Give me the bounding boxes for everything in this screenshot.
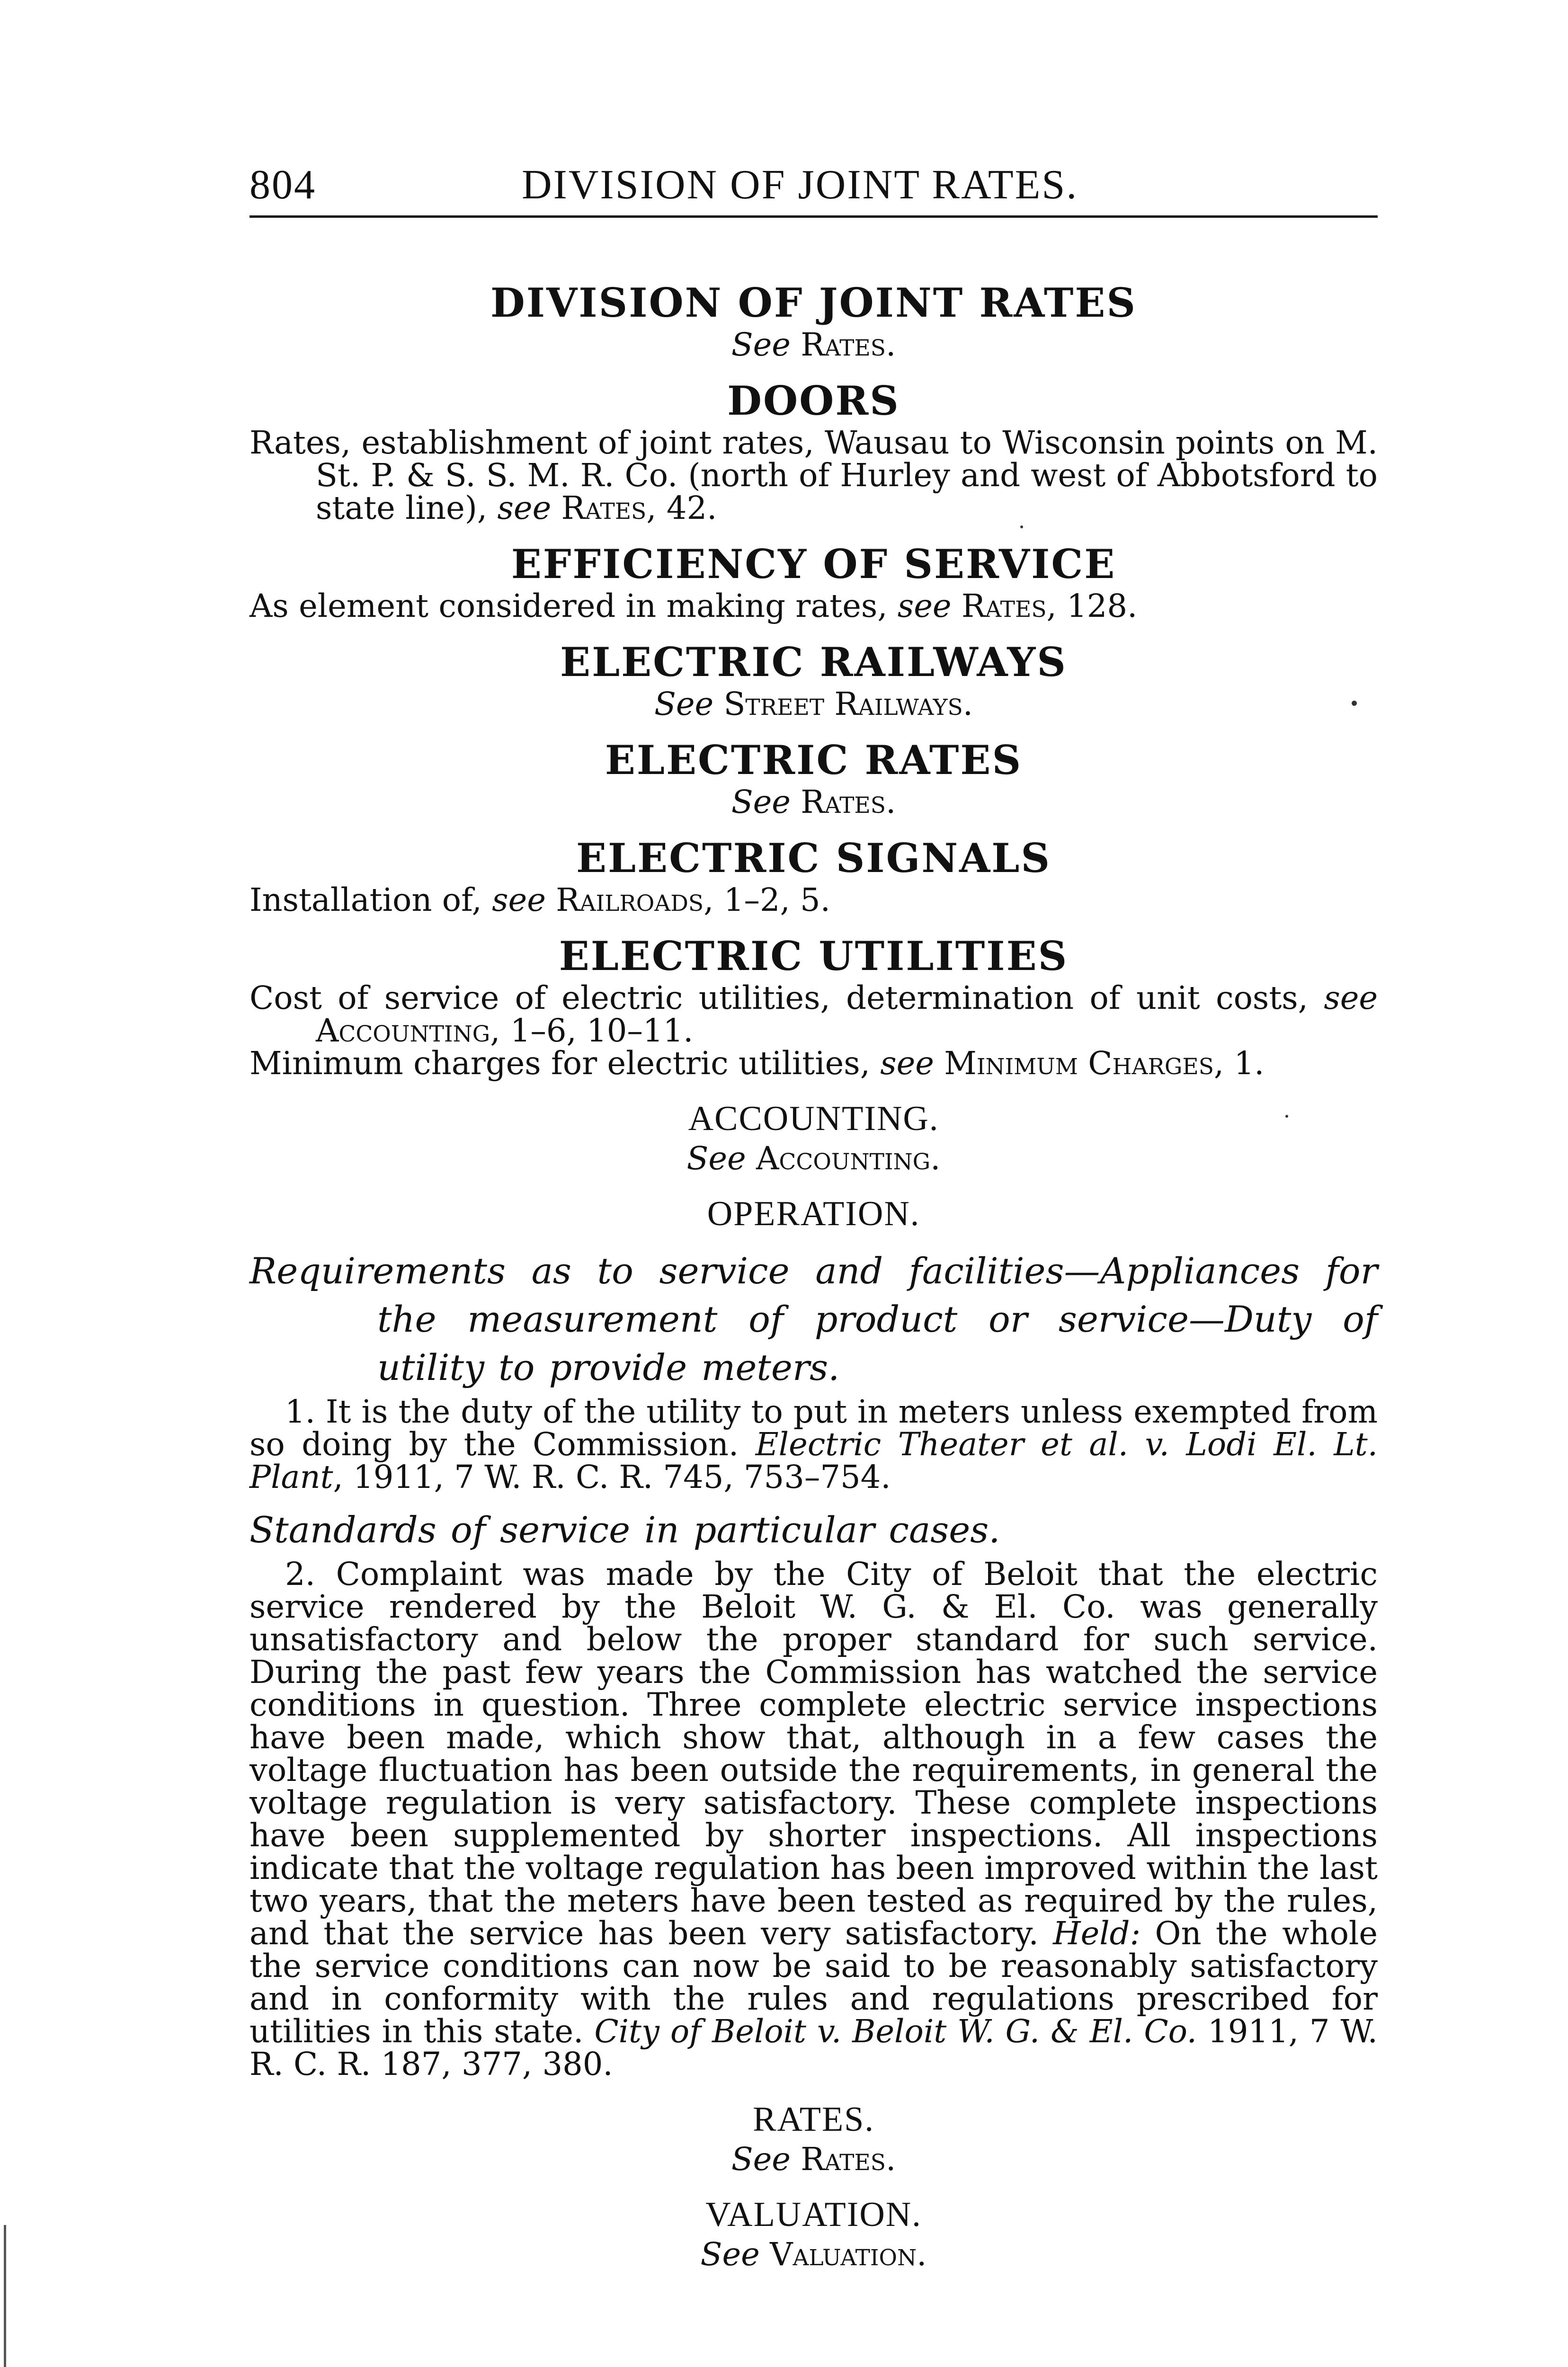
entry-text: As element considered in making rates, xyxy=(249,587,888,624)
heading-electric-railways: ELECTRIC RAILWAYS xyxy=(560,639,1067,685)
held-text: On the whole the service conditions can now be said to be reasonably satisfactory and in conformity with the rules and regulations prescribed for utilities in this state. xyxy=(249,1915,1378,2050)
see-word: See xyxy=(686,1140,746,1177)
entry-text: Minimum charges for electric utilities, xyxy=(249,1045,870,1082)
see-target: Minimum Charges xyxy=(944,1045,1214,1082)
index-content xyxy=(249,279,1378,2271)
see-target: Accounting. xyxy=(756,1140,941,1177)
subheading-accounting: ACCOUNTING. xyxy=(688,1099,939,1138)
index-entry xyxy=(249,1047,1378,1080)
see-word: see xyxy=(897,587,952,624)
paragraph-text: 2. Complaint was made by the City of Beloit that the electric service rendered by the Beloit W. G. & El. Co. was generally unsatisfactory and below the proper standard for such service. During the past few years the Commission has watched the service conditions in question. Three complete electric service inspections have been made, which show that, although in a few cases the voltage fluctuation has been outside the requirements, in general the voltage regulation is very satisfactory. These complete inspections have been supplemented by shorter inspections. All inspections indicate that the voltage regulation has been improved within the last two years, that the meters have been tested as required by the rules, and that the service has been very satisfactory. xyxy=(249,1556,1378,1952)
see-target: Rates xyxy=(561,489,647,526)
reference-number: , 1–2, 5. xyxy=(704,881,830,918)
reference-number: , 42. xyxy=(646,489,717,526)
scan-edge-left xyxy=(4,2225,6,2367)
topic-heading: Standards of service in particular cases. xyxy=(249,1509,1000,1551)
see-reference xyxy=(249,1142,1378,1175)
see-reference xyxy=(249,2238,1378,2271)
see-reference xyxy=(249,783,1378,820)
index-entry xyxy=(249,424,1378,526)
case-paragraph xyxy=(249,1558,1378,2081)
see-target: Rates. xyxy=(801,783,896,820)
scan-speck xyxy=(1020,525,1023,528)
index-entry xyxy=(249,979,1378,1049)
case-name: City of Beloit v. Beloit W. G. & El. Co. xyxy=(594,2013,1197,2050)
paragraph-text: 1. It is the duty of the utility to put in meters unless exempted from so doing by the Commission. xyxy=(249,1393,1378,1463)
see-target: Valuation. xyxy=(770,2236,927,2273)
reference-number: , 1–6, 10–11. xyxy=(490,1012,694,1049)
reference-number: , 128. xyxy=(1046,587,1138,624)
entry-text: Installation of, xyxy=(249,881,482,918)
case-name: Electric Theater et al. v. Lodi El. Lt. Plant xyxy=(249,1426,1378,1495)
reference-number: , 1. xyxy=(1213,1045,1265,1082)
heading-electric-rates: ELECTRIC RATES xyxy=(605,737,1023,783)
see-target: Rates xyxy=(961,587,1047,624)
see-reference xyxy=(249,326,1378,363)
held-label: Held: xyxy=(1053,1915,1141,1952)
index-entry xyxy=(249,881,1378,918)
entry-text: Cost of service of electric utilities, determination of unit costs, xyxy=(249,979,1308,1016)
heading-division-of-joint-rates: DIVISION OF JOINT RATES xyxy=(490,279,1137,326)
see-target: Railroads xyxy=(556,881,704,918)
see-reference xyxy=(249,685,1378,722)
see-word: See xyxy=(731,326,791,363)
see-word: see xyxy=(880,1045,934,1082)
citation: , 1911, 7 W. R. C. R. 745, 753–754. xyxy=(333,1459,891,1495)
entry-text: Rates, establishment of joint rates, Wausau to Wisconsin points on M. St. P. & S. S. M. R. Co. (north of Hurley and west of Abbotsford to state line), xyxy=(249,424,1378,526)
topic-heading: Requirements as to service and facilities—Appliances for the measurement of product or service—Duty of utility to provide meters. xyxy=(249,1250,1378,1388)
running-head-title: DIVISION OF JOINT RATES. xyxy=(522,162,1078,208)
subheading-rates: RATES. xyxy=(753,2100,874,2139)
citation: 1911, 7 W. R. C. R. 187, 377, 380. xyxy=(249,2013,1378,2082)
see-word: see xyxy=(1324,979,1378,1016)
case-paragraph xyxy=(249,1393,1378,1495)
index-entry xyxy=(249,587,1378,624)
see-reference xyxy=(249,2143,1378,2176)
see-word: See xyxy=(654,685,714,722)
heading-doors: DOORS xyxy=(727,377,900,424)
see-target: Accounting xyxy=(316,1012,490,1049)
heading-electric-utilities: ELECTRIC UTILITIES xyxy=(559,933,1069,979)
see-word: see xyxy=(492,881,546,918)
see-word: See xyxy=(731,783,791,820)
heading-electric-signals: ELECTRIC SIGNALS xyxy=(576,835,1051,881)
scan-speck xyxy=(1285,1115,1288,1118)
page-number: 804 xyxy=(249,162,316,208)
subheading-valuation: VALUATION. xyxy=(705,2195,922,2234)
see-word: See xyxy=(700,2236,760,2273)
see-target: Rates. xyxy=(801,326,896,363)
scan-speck xyxy=(1352,701,1357,706)
heading-efficiency-of-service: EFFICIENCY OF SERVICE xyxy=(511,541,1116,587)
running-head xyxy=(249,161,1378,218)
see-word: See xyxy=(731,2141,791,2178)
subheading-operation: OPERATION. xyxy=(707,1194,920,1233)
see-target: Street Railways. xyxy=(723,685,973,722)
see-word: see xyxy=(497,489,552,526)
see-target: Rates. xyxy=(801,2141,896,2178)
